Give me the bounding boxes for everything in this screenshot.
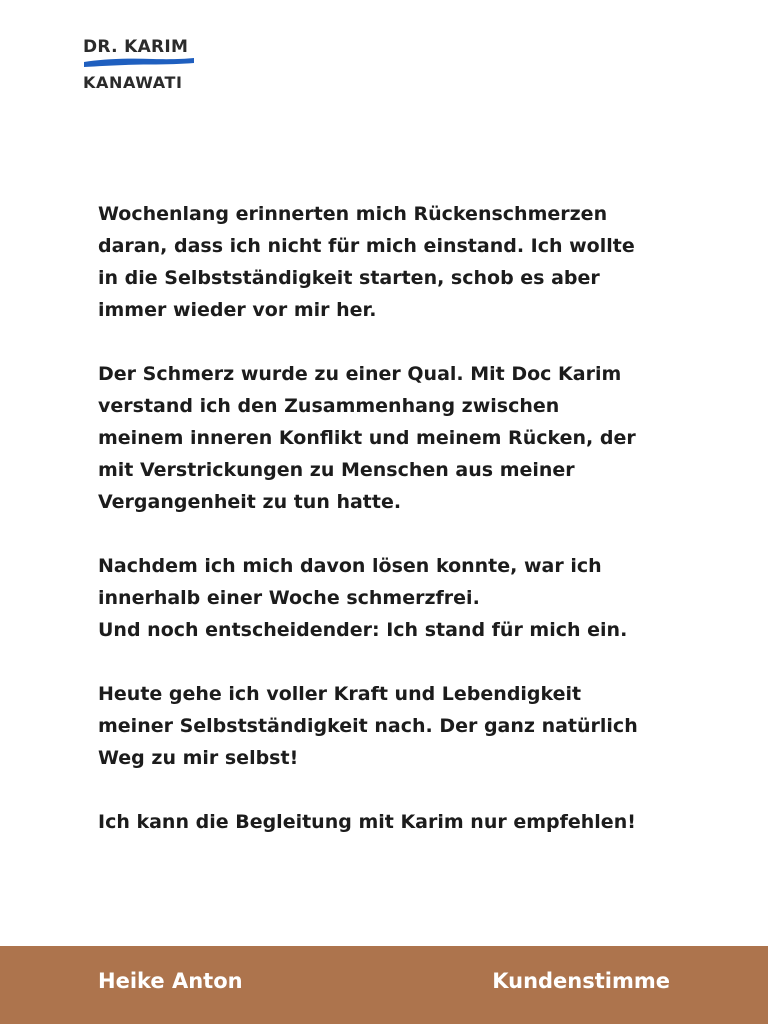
text-line: verstand ich den Zusammenhang zwischen: [98, 395, 560, 417]
text-line: daran, dass ich nicht für mich einstand. Ich wollte: [98, 235, 635, 257]
text-line: Vergangenheit zu tun hatte.: [98, 491, 402, 513]
testimonial-label: Kundenstimme: [492, 969, 670, 993]
text-line: Nachdem ich mich davon lösen konnte, war ich: [98, 555, 602, 577]
customer-name: Heike Anton: [98, 969, 243, 993]
text-line: in die Selbstständigkeit starten, schob es aber: [98, 267, 600, 289]
testimonial-paragraph: [98, 806, 698, 838]
text-line: Weg zu mir selbst!: [98, 747, 299, 769]
text-line: mit Verstrickungen zu Menschen aus meiner: [98, 459, 575, 481]
text-line: Der Schmerz wurde zu einer Qual. Mit Doc Karim: [98, 363, 622, 385]
text-line: immer wieder vor mir her.: [98, 299, 377, 321]
text-line: meiner Selbstständigkeit nach. Der ganz natürlich: [98, 715, 638, 737]
testimonial-paragraph: [98, 198, 698, 326]
logo-title-line2: KANAWATI: [83, 73, 183, 92]
text-line: Ich kann die Begleitung mit Karim nur empfehlen!: [98, 811, 636, 833]
testimonial-text: [98, 198, 698, 838]
text-line: meinem inneren Konflikt und meinem Rücken, der: [98, 427, 636, 449]
text-line: Heute gehe ich voller Kraft und Lebendigkeit: [98, 683, 582, 705]
footer-bar: [0, 946, 768, 1024]
text-line: innerhalb einer Woche schmerzfrei.: [98, 587, 480, 609]
logo: [83, 37, 195, 93]
text-line: Wochenlang erinnerten mich Rückenschmerzen: [98, 203, 608, 225]
text-line: Und noch entscheidender: Ich stand für mich ein.: [98, 619, 628, 641]
testimonial-paragraph: [98, 550, 698, 646]
testimonial-paragraph: [98, 678, 698, 774]
logo-title-line1: DR. KARIM: [83, 37, 189, 57]
logo-brush-stroke: [83, 55, 195, 69]
testimonial-paragraph: [98, 358, 698, 518]
